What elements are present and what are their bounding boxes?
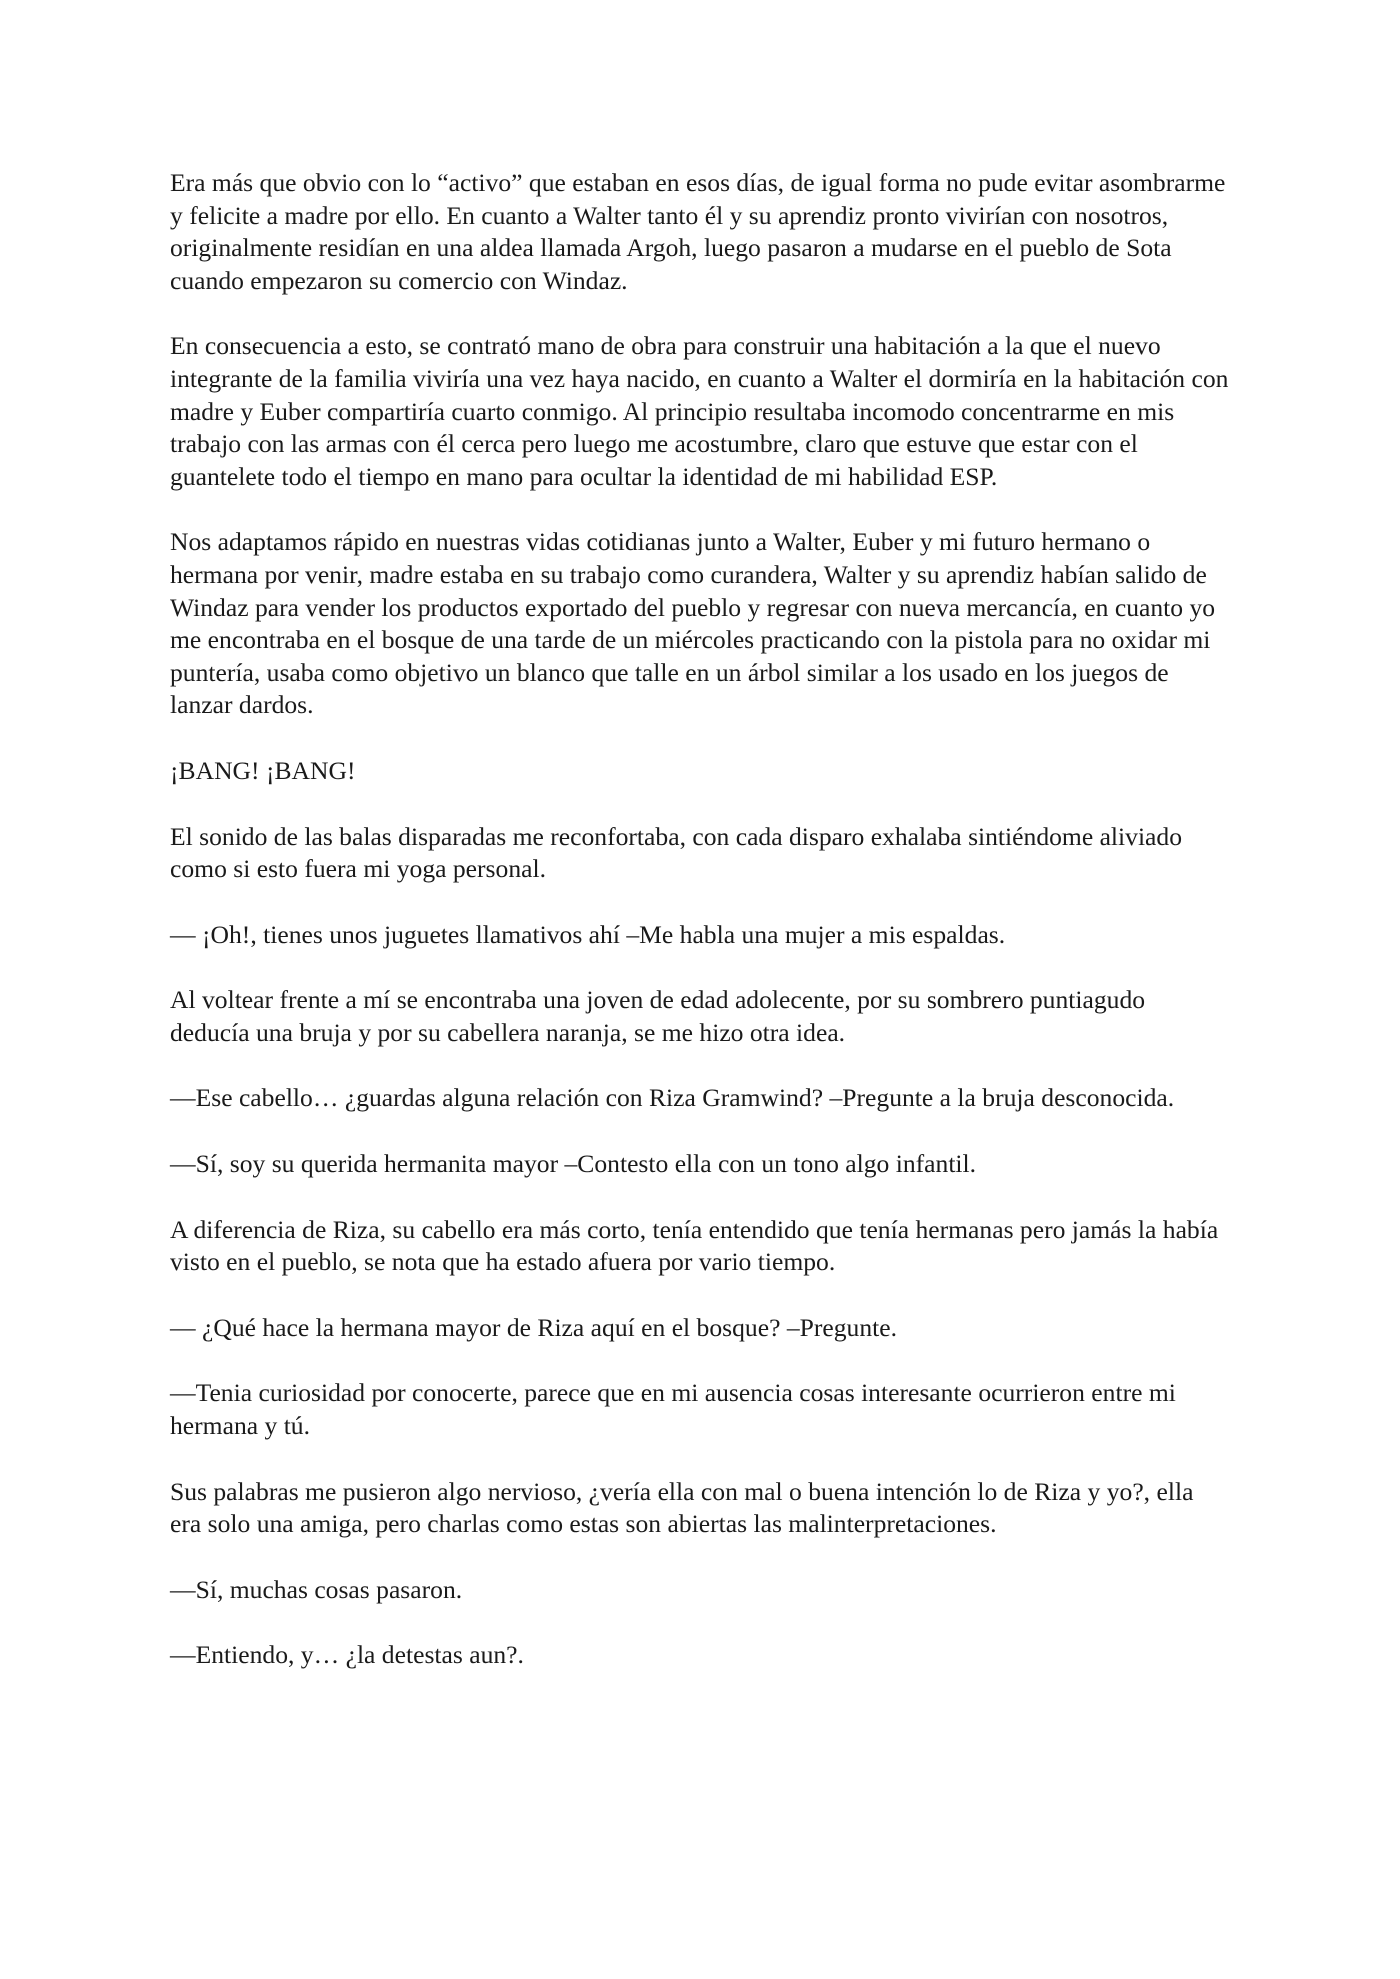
paragraph: — ¿Qué hace la hermana mayor de Riza aquí en el bosque? –Pregunte. (170, 1312, 897, 1342)
document-body (170, 167, 1230, 1705)
paragraph: —Ese cabello… ¿guardas alguna relación con Riza Gramwind? –Pregunte a la bruja desconocida. (170, 1083, 1175, 1113)
paragraph: ¡BANG! ¡BANG! (170, 755, 356, 785)
paragraph: A diferencia de Riza, su cabello era más corto, tenía entendido que tenía hermanas pero jamás la había visto en el pueblo, se nota que ha estado afuera por vario tiempo. (170, 1214, 1219, 1277)
paragraph: Al voltear frente a mí se encontraba una joven de edad adolecente, por su sombrero puntiagudo deducía una bruja y por su cabellera naranja, se me hizo otra idea. (170, 985, 1146, 1047)
paragraph: En consecuencia a esto, se contrató mano de obra para construir una habitación a la que el nuevo integrante de la familia viviría una vez haya nacido, en cuanto a Walter el dormiría en la habitación con madre y Euber compartiría cuarto conmigo. Al principio resultaba incomodo concentrarme en mis trabajo con las armas con él cerca pero luego me acostumbre, claro que estuve que estar con el guantelete todo el tiempo en mano para ocultar la identidad de mi habilidad ESP. (170, 331, 1229, 491)
paragraph: Era más que obvio con lo “activo” que estaban en esos días, de igual forma no pude evitar asombrarme y felicite a madre por ello. En cuanto a Walter tanto él y su aprendiz pronto vivirían con nosotros, originalmente residían en una aldea llamada Argoh, luego pasaron a mudarse en el pueblo de Sota cuando empezaron su comercio con Windaz. (170, 168, 1226, 295)
paragraph: El sonido de las balas disparadas me reconfortaba, con cada disparo exhalaba sintiéndome aliviado como si esto fuera mi yoga personal. (170, 821, 1183, 884)
paragraph: —Entiendo, y… ¿la detestas aun?. (170, 1640, 524, 1670)
paragraph: —Sí, muchas cosas pasaron. (170, 1574, 463, 1604)
paragraph: —Sí, soy su querida hermanita mayor –Contesto ella con un tono algo infantil. (170, 1149, 977, 1179)
paragraph: — ¡Oh!, tienes unos juguetes llamativos ahí –Me habla una mujer a mis espaldas. (170, 919, 1006, 949)
paragraph: —Tenia curiosidad por conocerte, parece que en mi ausencia cosas interesante ocurrieron entre mi hermana y tú. (170, 1378, 1176, 1441)
paragraph: Nos adaptamos rápido en nuestras vidas cotidianas junto a Walter, Euber y mi futuro hermano o hermana por venir, madre estaba en su trabajo como curandera, Walter y su aprendiz habían salido de Windaz para vender los productos exportado del pueblo y regresar con nueva mercancía, en cuanto yo me encontraba en el bosque de una tarde de un miércoles practicando con la pistola para no oxidar mi puntería, usaba como objetivo un blanco que talle en un árbol similar a los usado en los juegos de lanzar dardos. (170, 527, 1216, 720)
paragraph: Sus palabras me pusieron algo nervioso, ¿vería ella con mal o buena intención lo de Riza y yo?, ella era solo una amiga, pero charlas como estas son abiertas las malinterpretaciones. (170, 1476, 1194, 1539)
